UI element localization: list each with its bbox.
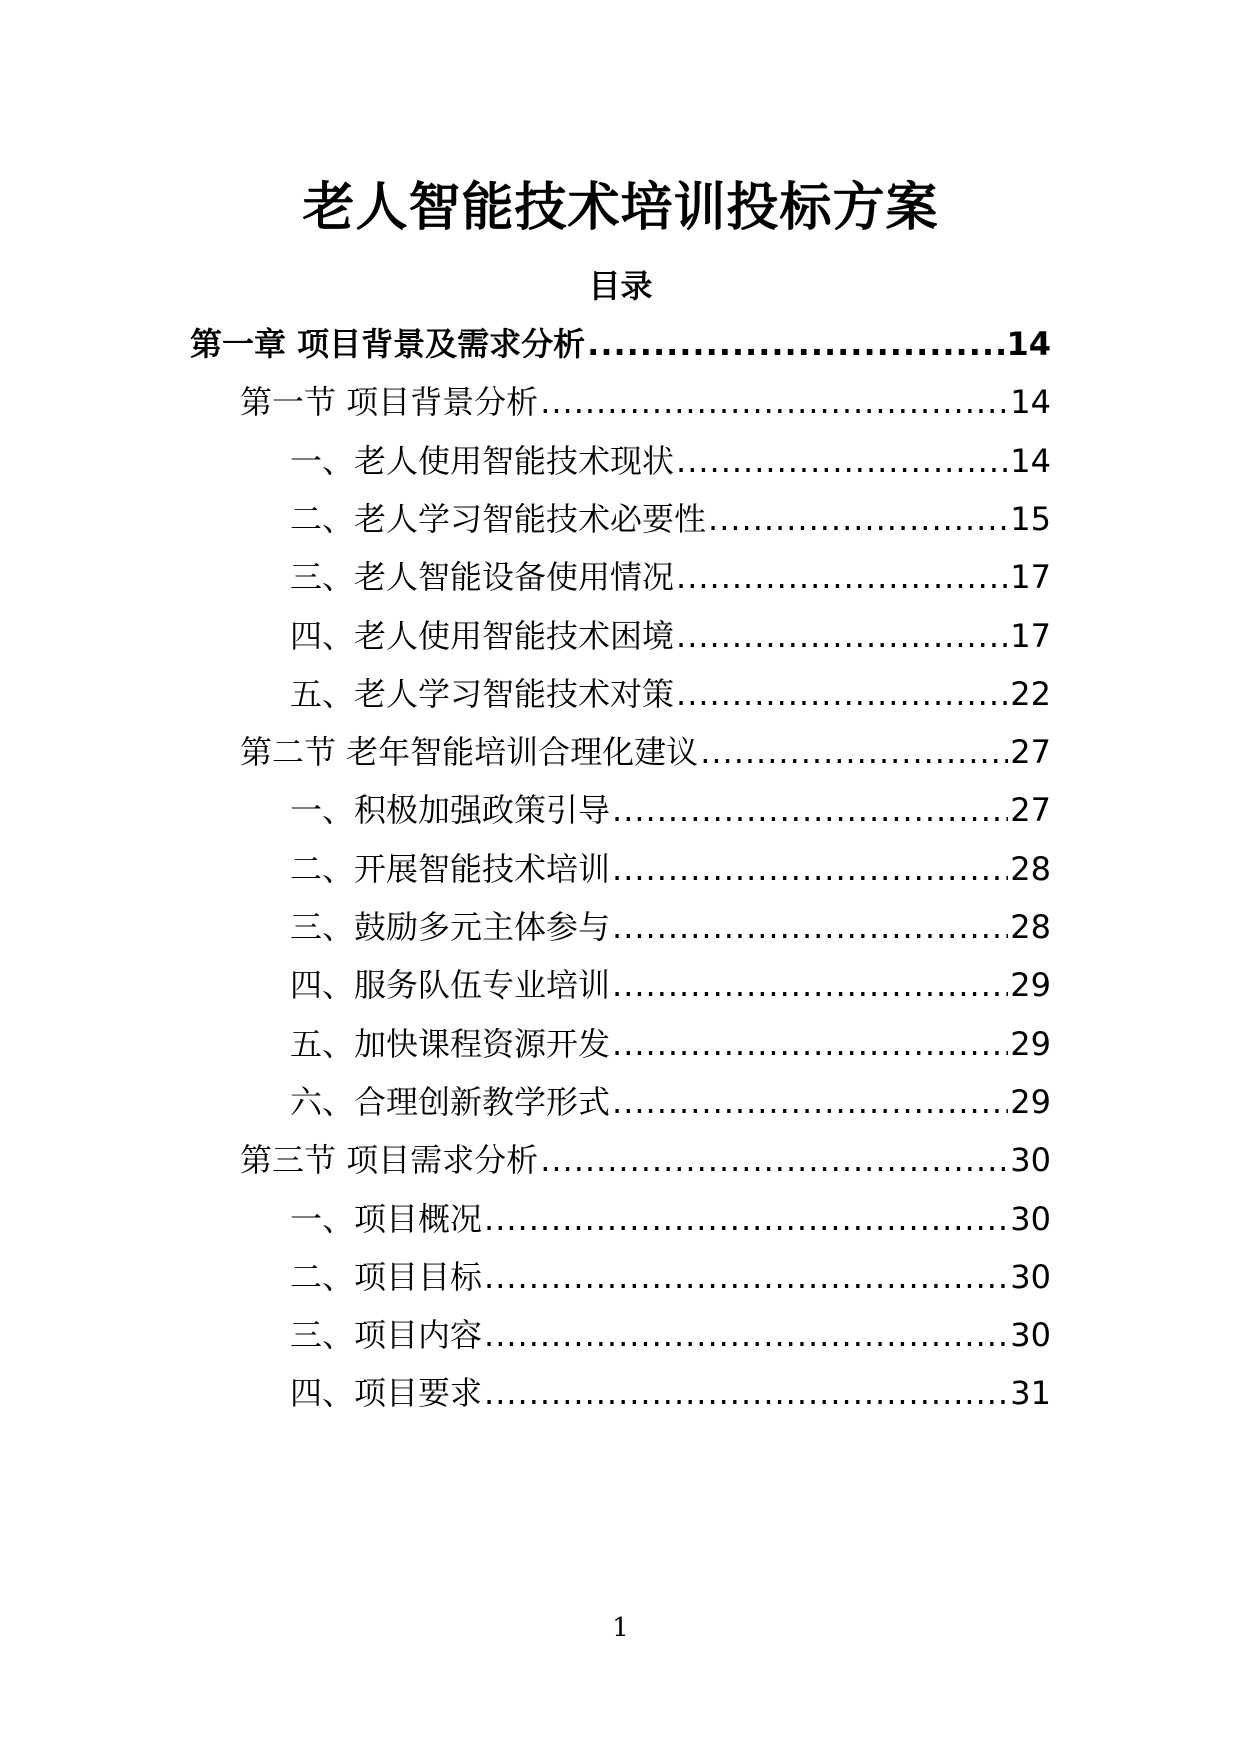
toc-entry-label: 第一章 项目背景及需求分析	[190, 325, 586, 363]
toc-entry-page: 30	[1010, 1200, 1051, 1238]
toc-entry-label: 二、项目目标	[290, 1258, 483, 1296]
toc-entry-page: 22	[1010, 675, 1051, 713]
toc-entry[interactable]	[240, 1138, 1051, 1182]
toc-dot-leader	[484, 1313, 1008, 1357]
toc-entry[interactable]	[290, 614, 1051, 658]
toc-entry[interactable]	[290, 788, 1051, 832]
toc-dot-leader	[612, 847, 1008, 891]
toc-entry[interactable]	[290, 1255, 1051, 1299]
toc-dot-leader	[676, 555, 1008, 599]
toc-entry[interactable]	[290, 555, 1051, 599]
toc-entry-page: 29	[1010, 966, 1051, 1004]
toc-dot-leader	[484, 1371, 1008, 1415]
toc-entry-label: 四、项目要求	[290, 1374, 483, 1412]
toc-entry-page: 31	[1010, 1374, 1051, 1412]
toc-dot-leader	[540, 380, 1008, 424]
toc-entry-label: 一、项目概况	[290, 1200, 483, 1238]
toc-entry-label: 六、合理创新教学形式	[290, 1083, 611, 1121]
toc-entry[interactable]	[240, 380, 1051, 424]
toc-entry[interactable]	[290, 497, 1051, 541]
toc-entry[interactable]	[290, 1313, 1051, 1357]
toc-entry[interactable]	[290, 1371, 1051, 1415]
toc-dot-leader	[612, 1080, 1008, 1124]
toc-entry-label: 一、老人使用智能技术现状	[290, 442, 675, 480]
toc-entry-label: 二、老人学习智能技术必要性	[290, 500, 707, 538]
page-number: 1	[612, 1613, 629, 1643]
toc-entry-label: 二、开展智能技术培训	[290, 850, 611, 888]
toc-dot-leader	[587, 322, 1004, 366]
toc-entry-page: 29	[1010, 1025, 1051, 1063]
toc-entry[interactable]	[290, 1080, 1051, 1124]
toc-entry[interactable]	[290, 439, 1051, 483]
toc-entry-page: 27	[1010, 733, 1051, 771]
toc-heading: 目录	[588, 267, 653, 305]
toc-entry-page: 17	[1010, 558, 1051, 596]
toc-entry-label: 五、加快课程资源开发	[290, 1025, 611, 1063]
toc-dot-leader	[612, 905, 1008, 949]
toc-entry-page: 30	[1010, 1141, 1051, 1179]
toc-entry-label: 三、项目内容	[290, 1316, 483, 1354]
toc-entry[interactable]	[290, 1197, 1051, 1241]
toc-entry-page: 27	[1010, 791, 1051, 829]
toc-dot-leader	[540, 1138, 1008, 1182]
toc-entry-page: 29	[1010, 1083, 1051, 1121]
toc-dot-leader	[612, 963, 1008, 1007]
toc-entry[interactable]	[290, 847, 1051, 891]
toc-entry-label: 三、鼓励多元主体参与	[290, 908, 611, 946]
toc-dot-leader	[612, 1022, 1008, 1066]
toc-dot-leader	[484, 1197, 1008, 1241]
toc-dot-leader	[708, 497, 1008, 541]
toc-entry[interactable]	[290, 672, 1051, 716]
toc-dot-leader	[700, 730, 1008, 774]
toc-dot-leader	[612, 788, 1008, 832]
toc-entry-page: 28	[1010, 908, 1051, 946]
toc-entry-label: 五、老人学习智能技术对策	[290, 675, 675, 713]
toc-entry-label: 四、服务队伍专业培训	[290, 966, 611, 1004]
toc-entry-label: 第一节 项目背景分析	[240, 383, 539, 421]
toc-entry-page: 14	[1006, 325, 1051, 363]
toc-entry[interactable]	[190, 322, 1051, 366]
toc-entry-page: 30	[1010, 1316, 1051, 1354]
toc-entry[interactable]	[290, 963, 1051, 1007]
toc-entry-label: 四、老人使用智能技术困境	[290, 617, 675, 655]
toc-entry-page: 17	[1010, 617, 1051, 655]
toc-dot-leader	[676, 439, 1008, 483]
toc-entry[interactable]	[290, 905, 1051, 949]
toc-entry-page: 14	[1010, 383, 1051, 421]
document-title: 老人智能技术培训投标方案	[302, 178, 939, 238]
toc-entry-page: 15	[1010, 500, 1051, 538]
toc-entry-page: 28	[1010, 850, 1051, 888]
toc-entry-label: 三、老人智能设备使用情况	[290, 558, 675, 596]
toc-entry[interactable]	[240, 730, 1051, 774]
toc-entry-page: 30	[1010, 1258, 1051, 1296]
toc-dot-leader	[676, 672, 1008, 716]
toc-entry-label: 第三节 项目需求分析	[240, 1141, 539, 1179]
toc-dot-leader	[484, 1255, 1008, 1299]
toc-entry-label: 一、积极加强政策引导	[290, 791, 611, 829]
toc-entry-page: 14	[1010, 442, 1051, 480]
toc-entry[interactable]	[290, 1022, 1051, 1066]
toc-entry-label: 第二节 老年智能培训合理化建议	[240, 733, 699, 771]
toc-dot-leader	[676, 614, 1008, 658]
